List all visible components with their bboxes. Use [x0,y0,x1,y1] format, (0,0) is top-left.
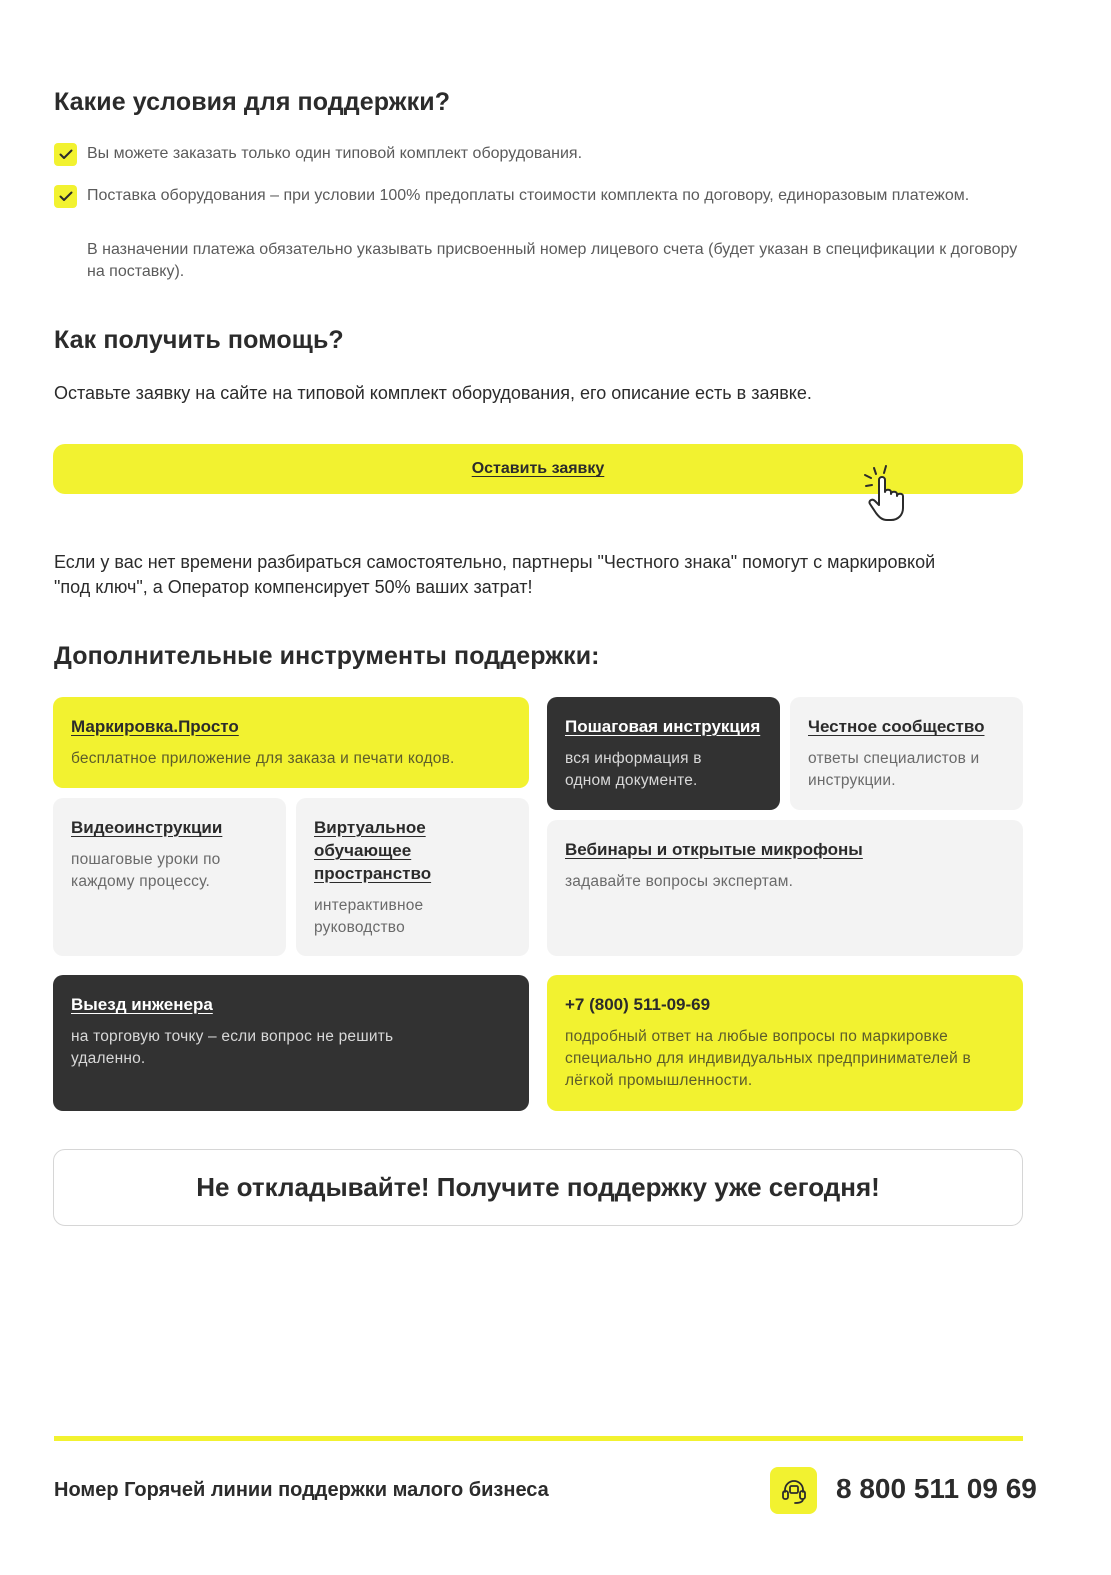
help-text: Оставьте заявку на сайте на типовой комплект оборудования, его описание есть в заявке. [54,383,812,403]
tool-card-phone-number[interactable]: +7 (800) 511-09-69 [565,995,711,1014]
cta-banner-text: Не откладывайте! Получите поддержку уже сегодня! [196,1172,880,1202]
check-icon [54,185,77,208]
tool-card-title[interactable]: Выезд инженера [71,995,213,1014]
help-title: Как получить помощь? [54,326,344,354]
tool-card-title[interactable]: Честное сообщество [808,717,985,736]
hotline-phone[interactable]: 8 800 511 09 69 [836,1473,1037,1504]
tools-title: Дополнительные инструменты поддержки: [54,642,600,670]
payment-note: В назначении платежа обязательно указывать присвоенный номер лицевого счета (будет указан в спецификации к договору на поставку). [87,241,1018,280]
tool-card-community[interactable] [790,697,1023,810]
partners-text: Если у вас нет времени разбираться самостоятельно, партнеры "Честного знака" помогут с маркировкой "под ключ", а Оператор компенсирует 50% ваших затрат! [54,552,936,597]
tool-card-desc: пошаговые уроки по каждому процессу. [71,851,221,890]
condition-text: Вы можете заказать только один типовой комплект оборудования. [87,145,583,162]
submit-request-label: Оставить заявку [471,460,605,477]
tool-card-phone[interactable] [547,975,1023,1111]
condition-item [54,185,987,208]
tool-card-desc: интерактивное руководство [314,897,424,936]
tool-card-video[interactable] [53,798,286,956]
tool-card-instruction[interactable] [547,697,780,810]
tool-card-title[interactable]: Маркировка.Просто [71,717,239,736]
tool-card-engineer[interactable] [53,975,529,1111]
pointer-hand-icon [862,462,922,529]
hotline-label: Номер Горячей линии поддержки малого бизнеса [54,1479,549,1501]
footer-divider [54,1436,1023,1441]
tool-card-desc: бесплатное приложение для заказа и печати кодов. [71,750,455,767]
tool-card-title[interactable]: Пошаговая инструкция [565,717,761,736]
tool-card-desc: задавайте вопросы экспертам. [565,873,794,890]
tool-card-desc: вся информация в одном документе. [565,750,702,789]
condition-text: Поставка оборудования – при условии 100% предоплаты стоимости комплекта по договору, единоразовым платежом. [87,187,970,204]
tool-card-desc: на торговую точку – если вопрос не решить удаленно. [71,1028,394,1067]
tool-card-marking[interactable] [53,697,529,788]
cta-banner [53,1149,1023,1226]
tool-card-virtual-space[interactable] [296,798,529,956]
check-icon [54,143,77,166]
conditions-title: Какие условия для поддержки? [54,88,451,116]
tool-card-title[interactable]: Видеоинструкции [71,818,223,837]
tool-card-title[interactable]: Вебинары и открытые микрофоны [565,840,863,859]
tool-card-desc: подробный ответ на любые вопросы по маркировке специально для индивидуальных предпринимателей в лёгкой промышленности. [565,1028,971,1089]
tool-card-desc: ответы специалистов и инструкции. [808,750,980,789]
tool-card-webinars[interactable] [547,820,1023,956]
tool-card-title[interactable]: Виртуальное обучающее пространство [314,818,432,883]
condition-item [54,143,1037,166]
headset-icon [770,1467,817,1514]
